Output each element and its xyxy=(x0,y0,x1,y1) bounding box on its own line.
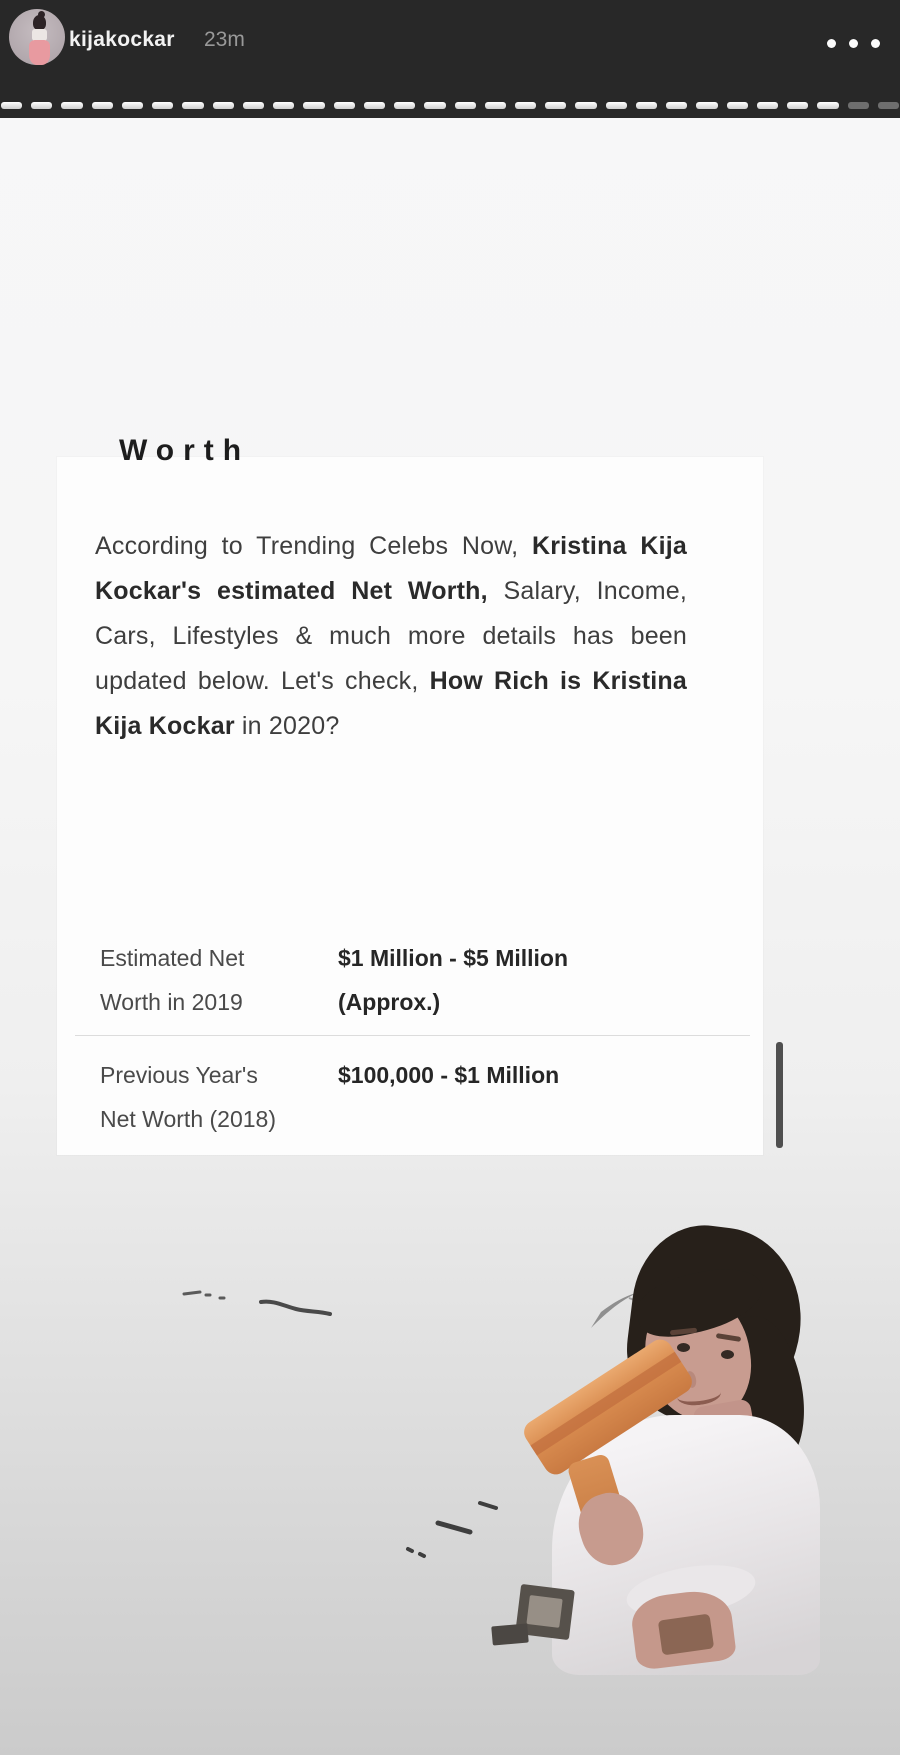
progress-segment xyxy=(666,102,687,109)
progress-segment xyxy=(817,102,838,109)
story-header xyxy=(0,0,900,118)
progress-segment xyxy=(878,102,899,109)
progress-segment xyxy=(182,102,203,109)
ellipsis-icon xyxy=(871,39,880,48)
row-label: Estimated Net Worth in 2019 xyxy=(100,945,245,1015)
progress-segment xyxy=(394,102,415,109)
story-username[interactable]: kijakockar xyxy=(69,28,175,51)
woman-with-money-gun-cutout xyxy=(430,1225,872,1662)
progress-segment xyxy=(485,102,506,109)
table-row xyxy=(75,919,750,1035)
row-label: Previous Year's Net Worth (2018) xyxy=(100,1062,276,1132)
progress-segment xyxy=(1,102,22,109)
row-value: $100,000 - $1 Million xyxy=(338,1062,560,1088)
progress-segment xyxy=(364,102,385,109)
story-timestamp: 23m xyxy=(204,28,245,51)
paragraph-bold-segment: Kristina Kija Kockar's estimated Net Worth, xyxy=(95,532,687,605)
progress-segment xyxy=(455,102,476,109)
clipped-heading-fragment: Worth xyxy=(119,434,251,467)
progress-segment xyxy=(152,102,173,109)
article-screenshot-card xyxy=(57,434,763,1155)
progress-segment xyxy=(757,102,778,109)
progress-segment xyxy=(92,102,113,109)
progress-segment xyxy=(61,102,82,109)
net-worth-table xyxy=(57,919,763,1152)
falling-banknote xyxy=(491,1623,529,1645)
paragraph-segment: According to Trending Celebs Now, xyxy=(95,532,532,560)
progress-segment xyxy=(848,102,869,109)
scribble-mark-wavy xyxy=(258,1296,334,1320)
arm-tattoo xyxy=(658,1614,714,1656)
scribble-mark-small xyxy=(180,1286,240,1304)
progress-segment xyxy=(787,102,808,109)
progress-segment xyxy=(273,102,294,109)
progress-segment xyxy=(727,102,748,109)
progress-segment xyxy=(424,102,445,109)
paragraph-segment: Salary, Income, Cars, Lifestyles & much more details has been updated below. Let's check, xyxy=(95,577,687,695)
progress-segment xyxy=(334,102,355,109)
embedded-scrollbar xyxy=(776,1042,783,1148)
progress-segment xyxy=(122,102,143,109)
progress-segment xyxy=(303,102,324,109)
story-progress-bar xyxy=(0,102,900,109)
ellipsis-icon xyxy=(849,39,858,48)
progress-segment xyxy=(636,102,657,109)
progress-segment xyxy=(213,102,234,109)
paragraph-segment: in 2020? xyxy=(234,712,340,740)
avatar[interactable] xyxy=(9,9,65,65)
article-paragraph xyxy=(95,524,687,749)
progress-segment xyxy=(606,102,627,109)
ellipsis-icon xyxy=(827,39,836,48)
progress-segment xyxy=(515,102,536,109)
progress-segment xyxy=(243,102,264,109)
more-options-button[interactable] xyxy=(814,30,886,56)
progress-segment xyxy=(31,102,52,109)
progress-segment xyxy=(575,102,596,109)
table-row xyxy=(75,1035,750,1152)
row-value: $1 Million - $5 Million (Approx.) xyxy=(338,945,569,1015)
progress-segment xyxy=(545,102,566,109)
progress-segment xyxy=(696,102,717,109)
paragraph-bold-segment: How Rich is Kristina Kija Kockar xyxy=(95,667,687,740)
